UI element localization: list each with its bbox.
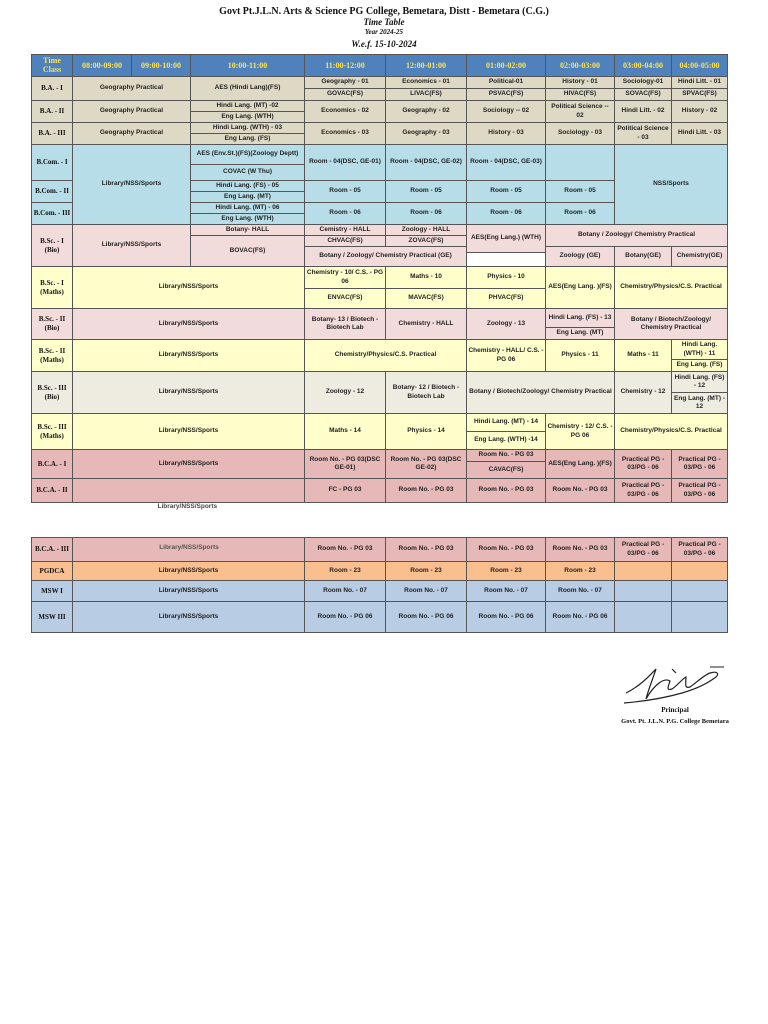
schedule-cell: Room - 23 [386,562,467,581]
table-row [32,450,728,462]
schedule-cell: Zoology - 13 [467,309,546,340]
schedule-cell: Maths - 10 [386,267,467,289]
schedule-cell: Zoology (GE) [546,247,615,267]
schedule-cell: Hindi Lang. (WTH) - 11 [672,340,728,360]
class-label: B.C.A. - II [32,479,73,503]
schedule-cell: Hindi Lang. (MT) - 06 [191,203,305,214]
schedule-cell: Room - 04(DSC, GE-02) [386,145,467,181]
class-label: B.Sc. - III (Maths) [32,414,73,450]
schedule-cell: Botany / Biotech/Zoology/ Chemistry Practical [467,372,615,414]
schedule-cell: Room No. - PG 03 [305,538,386,562]
schedule-cell: Chemistry - 12 [615,372,672,414]
schedule-cell: Physics - 10 [467,267,546,289]
schedule-cell: Room - 05 [305,181,386,203]
schedule-cell: Room - 05 [467,181,546,203]
class-label: MSW I [32,581,73,602]
schedule-cell: Room No. - PG 06 [467,602,546,633]
schedule-cell: Library/NSS/Sports [73,414,305,450]
schedule-cell: Hindi Lang. (MT) - 14 [467,414,546,432]
schedule-cell: Practical PG - 03/PG - 06 [615,538,672,562]
table-row [32,340,728,360]
schedule-cell: Room No. - PG 06 [386,602,467,633]
schedule-cell: Library/NSS/Sports [73,450,305,479]
table-row [32,562,728,581]
schedule-cell: Room No. - PG 03 [467,450,546,462]
schedule-cell: Library/NSS/Sports [73,225,191,267]
schedule-cell [672,562,728,581]
time-slot-header: 02:00-03:00 [546,55,615,77]
schedule-cell: Room - 04(DSC, GE-01) [305,145,386,181]
table-row [32,581,728,602]
college-name: Govt Pt.J.L.N. Arts & Science PG College, Bemetara, Distt - Bemetara (C.G.) [219,6,549,17]
schedule-cell: Room No. - PG 03 [546,479,615,503]
class-label: B.Sc. - II (Bio) [32,309,73,340]
time-slot-header: 09:00-10:00 [132,55,191,77]
schedule-cell: Eng Lang. (WTH) [191,214,305,225]
time-slot-header: 01:00-02:00 [467,55,546,77]
time-slot-header: 08:00-09:00 [73,55,132,77]
class-label: B.Com. - I [32,145,73,181]
class-label: B.Com. - III [32,203,73,225]
schedule-cell: AES(Eng Lang. )(FS) [546,267,615,309]
schedule-cell: Economics - 03 [305,123,386,145]
schedule-cell: Room - 06 [467,203,546,225]
schedule-cell [615,581,672,602]
table-row [32,145,728,165]
schedule-cell: Hindi Litt. - 03 [672,123,728,145]
time-slot-header: 11:00-12:00 [305,55,386,77]
schedule-cell: Practical PG - 03/PG - 06 [615,479,672,503]
schedule-cell: Hindi Lang. (FS) - 12 [672,372,728,393]
effective-date: W.e.f. 15-10-2024 [351,39,417,49]
schedule-cell: Room No. - PG 03 [467,479,546,503]
schedule-cell: Room - 23 [546,562,615,581]
time-slot-header: 12:00-01:00 [386,55,467,77]
table-row [32,225,728,236]
schedule-cell: Zoology - HALL [386,225,467,236]
schedule-cell: Political-01 [467,77,546,89]
schedule-cell: NSS/Sports [615,145,728,225]
schedule-cell: AES (Hindi Lang)(FS) [191,77,305,101]
schedule-cell: Botany- 12 / Biotech - Biotech Lab [386,372,467,414]
schedule-cell: LIVAC(FS) [386,89,467,101]
schedule-cell: Geography Practical [73,101,191,123]
academic-year: Year 2024-25 [365,28,403,36]
schedule-cell: Room No. - PG 03 [467,538,546,562]
schedule-cell: Geography Practical [73,77,191,101]
schedule-cell: Library/NSS/Sports [73,602,305,633]
schedule-cell: COVAC (W Thu) [191,165,305,181]
header-row [32,55,728,77]
schedule-cell: Library/NSS/Sports [73,372,305,414]
schedule-cell: Eng Lang. (MT) - 12 [672,393,728,414]
class-label: B.C.A. - III [32,538,73,562]
class-label: B.Sc. - I (Bio) [32,225,73,267]
schedule-cell: Geography - 03 [386,123,467,145]
schedule-cell: History - 01 [546,77,615,89]
schedule-cell: Room - 23 [305,562,386,581]
schedule-cell: FC - PG 03 [305,479,386,503]
schedule-cell: Room - 04(DSC, GE-03) [467,145,546,181]
class-label: B.C.A. - I [32,450,73,479]
schedule-cell: Eng Lang. (WTH) [191,112,305,123]
schedule-cell: Room - 06 [386,203,467,225]
time-slot-header: 03:00-04:00 [615,55,672,77]
schedule-cell: Library/NSS/Sports [73,309,305,340]
schedule-cell: Botany / Biotech/Zoology/ Chemistry Practical [615,309,728,340]
schedule-cell: Hindi Lang. (FS) - 05 [191,181,305,192]
schedule-cell: SPVAC(FS) [672,89,728,101]
schedule-cell: Practical PG - 03/PG - 06 [672,450,728,479]
schedule-cell: Hindi Lang. (FS) - 13 [546,309,615,328]
table-row [32,77,728,89]
corner-cell: Time Class [32,55,73,77]
schedule-cell: Library/NSS/Sports [73,340,305,372]
schedule-cell: Room No. - PG 06 [305,602,386,633]
schedule-cell: Sociology - 03 [546,123,615,145]
schedule-cell: Geography Practical [73,123,191,145]
schedule-cell: Geography - 01 [305,77,386,89]
college-footer: Govt. Pt. J.L.N. P.G. College Bemetara [621,718,729,725]
class-label: B.Sc. - III (Bio) [32,372,73,414]
table-row [32,267,728,289]
schedule-cell: Library/NSS/Sports [73,145,191,225]
schedule-cell: Practical PG - 03/PG - 06 [672,538,728,562]
schedule-cell: Chemistry/Physics/C.S. Practical [615,414,728,450]
schedule-cell: Room - 06 [546,203,615,225]
schedule-cell: Room - 05 [386,181,467,203]
schedule-cell: Geography - 02 [386,101,467,123]
schedule-cell: Room No. - PG 03(DSC GE-01) [305,450,386,479]
schedule-cell: Library/NSS/Sports [73,562,305,581]
schedule-cell: Room No. - PG 03 [386,538,467,562]
schedule-cell: Eng Lang. (MT) [546,328,615,340]
schedule-cell: Chemistry - 10/ C.S. - PG 06 [305,267,386,289]
schedule-cell: Room No. - 07 [467,581,546,602]
schedule-cell: Political Science -- 02 [546,101,615,123]
schedule-cell: History - 03 [467,123,546,145]
schedule-cell: Room No. - PG 03 [386,479,467,503]
table-row [32,101,728,112]
table-row [32,123,728,134]
schedule-cell: Practical PG - 03/PG - 06 [615,450,672,479]
schedule-cell: Practical PG - 03/PG - 06 [672,479,728,503]
schedule-cell: Eng Lang. (FS) [672,360,728,372]
schedule-cell: Botany / Zoology/ Chemistry Practical (GE) [305,247,467,267]
schedule-cell: Political Science - 03 [615,123,672,145]
schedule-cell: Room No. - PG 03 [546,538,615,562]
schedule-cell: AES(Eng Lang.) (WTH) [467,225,546,253]
schedule-cell: Botany(GE) [615,247,672,267]
document-title: Time Table [363,17,405,27]
schedule-cell: Cemistry - HALL [305,225,386,236]
schedule-cell [546,145,615,181]
schedule-cell: Library/NSS/Sports [73,581,305,602]
schedule-cell: Chemistry/Physics/C.S. Practical [305,340,467,372]
table-row [32,479,728,503]
schedule-cell: Chemistry - HALL [386,309,467,340]
schedule-cell: Room No. - PG 03(DSC GE-02) [386,450,467,479]
schedule-cell: Chemistry - 12/ C.S. - PG 06 [546,414,615,450]
schedule-cell: Room - 05 [546,181,615,203]
table-row [32,309,728,328]
table-row [32,372,728,393]
schedule-cell: Room No. - 07 [305,581,386,602]
schedule-cell: Chemistry - HALL/ C.S. - PG 06 [467,340,546,372]
schedule-cell: Physics - 11 [546,340,615,372]
principal-label: Principal [661,706,689,714]
schedule-cell [672,581,728,602]
schedule-cell: Room No. - 07 [386,581,467,602]
schedule-cell: Room - 23 [467,562,546,581]
schedule-cell [73,479,305,503]
schedule-cell [672,602,728,633]
schedule-cell: Botany- HALL [191,225,305,236]
schedule-cell: Botany / Zoology/ Chemistry Practical [546,225,728,247]
schedule-cell: CAVAC(FS) [467,462,546,479]
schedule-cell: History - 02 [672,101,728,123]
time-slot-header: 10:00-11:00 [191,55,305,77]
class-label: B.A. - III [32,123,73,145]
schedule-cell: Eng Lang. (MT) [191,192,305,203]
schedule-cell: Hindi Lang. (WTH) - 03 [191,123,305,134]
schedule-cell: CHVAC(FS) [305,236,386,247]
class-label: B.Sc. - I (Maths) [32,267,73,309]
schedule-cell: Room - 06 [305,203,386,225]
schedule-cell: GOVAC(FS) [305,89,386,101]
schedule-cell [615,602,672,633]
class-label: B.Sc. - II (Maths) [32,340,73,372]
class-label: MSW III [32,602,73,633]
signature-icon [612,655,732,713]
schedule-cell: Room No. - 07 [546,581,615,602]
schedule-cell: PHVAC(FS) [467,289,546,309]
schedule-cell: Eng Lang. (WTH) -14 [467,432,546,450]
schedule-cell: Economics - 01 [386,77,467,89]
schedule-cell: AES(Eng Lang. )(FS) [546,450,615,479]
schedule-cell: Library/NSS/Sports [73,267,305,309]
schedule-cell: Hindi Litt. - 01 [672,77,728,89]
class-label: PGDCA [32,562,73,581]
schedule-cell: AES (Env.St.)(FS)(Zoology Deptt) [191,145,305,165]
schedule-cell [615,562,672,581]
schedule-cell: Hindi Litt. - 02 [615,101,672,123]
schedule-cell: Chemistry/Physics/C.S. Practical [615,267,728,309]
schedule-cell: MAVAC(FS) [386,289,467,309]
table-row [32,414,728,432]
schedule-cell: Maths - 14 [305,414,386,450]
schedule-cell: Zoology - 12 [305,372,386,414]
time-slot-header: 04:00-05:00 [672,55,728,77]
gap-label: Library/NSS/Sports [32,503,728,538]
table-gap [32,503,728,538]
class-label: B.A. - II [32,101,73,123]
schedule-cell: Sociology-01 [615,77,672,89]
schedule-cell: Room No. - PG 06 [546,602,615,633]
class-label: B.Com. - II [32,181,73,203]
gap-label: Library/NSS/Sports [159,544,219,551]
schedule-cell: Sociology -- 02 [467,101,546,123]
schedule-cell: Physics - 14 [386,414,467,450]
schedule-cell: HIVAC(FS) [546,89,615,101]
schedule-cell: ENVAC(FS) [305,289,386,309]
schedule-cell: Maths - 11 [615,340,672,372]
schedule-cell: ZOVAC(FS) [386,236,467,247]
schedule-cell: Hindi Lang. (MT) -02 [191,101,305,112]
schedule-cell: BOVAC(FS) [191,236,305,267]
schedule-cell: PSVAC(FS) [467,89,546,101]
schedule-cell: Chemistry(GE) [672,247,728,267]
table-row [32,602,728,633]
schedule-cell: Eng Lang. (FS) [191,134,305,145]
class-label: B.A. - I [32,77,73,101]
schedule-cell: Economics - 02 [305,101,386,123]
schedule-cell: Botany- 13 / Biotech - Biotech Lab [305,309,386,340]
schedule-cell: SOVAC(FS) [615,89,672,101]
